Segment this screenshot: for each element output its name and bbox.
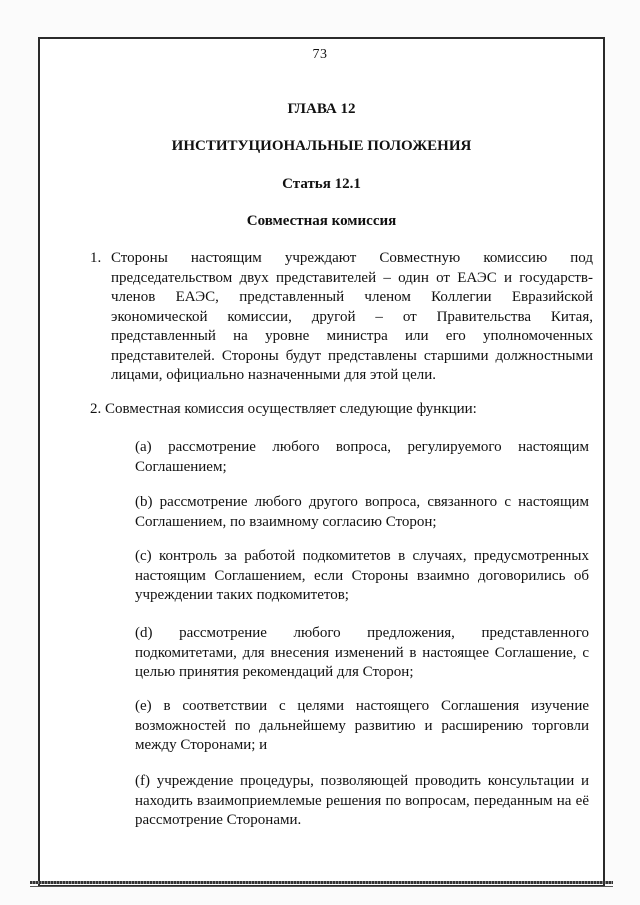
- list-item-label: (f): [135, 773, 150, 789]
- page-number: 73: [312, 47, 328, 62]
- list-item-label: (a): [135, 439, 152, 455]
- paragraph-number: 2.: [90, 401, 102, 417]
- list-item-label: (c): [135, 548, 152, 564]
- list-item-label: (b): [135, 494, 153, 510]
- list-item-label: (e): [135, 698, 152, 714]
- paragraph-text: Стороны настоящим учреждают Совместную комиссию под председательством двух представителей – один от ЕАЭС и государств-членов ЕАЭС, представленный членом Коллегии Евразийской экономической комиссии, другой – от Правительства Китая, представленный на уровне министра или его уполномоченных представителей. Стороны будут представлены старшими должностными лицами, официально назначенными для этой цели.: [111, 250, 593, 383]
- paragraph-text: Совместная комиссия осуществляет следующие функции:: [105, 401, 477, 417]
- list-item: [135, 438, 589, 477]
- list-item-text: учреждение процедуры, позволяющей проводить консультации и находить взаимоприемлемые решения по вопросам, переданным на её рассмотрение Сторонами.: [135, 773, 590, 828]
- list-item: [135, 493, 589, 532]
- paragraph-2: [90, 400, 593, 420]
- list-item-text: в соответствии с целями настоящего Соглашения изучение возможностей по дальнейшему развитию и расширению торговли между Сторонами; и: [135, 698, 590, 753]
- list-item: [135, 624, 589, 683]
- list-item-text: рассмотрение любого предложения, представленного подкомитетами, для внесения изменений в настоящее Соглашение, с целью принятия рекомендаций для Сторон;: [135, 625, 589, 680]
- chapter-heading: ГЛАВА 12: [287, 101, 356, 117]
- paragraph-1: [90, 249, 593, 386]
- list-item-text: контроль за работой подкомитетов в случаях, предусмотренных настоящим Соглашением, если Стороны взаимно договорились об учреждении таких подкомитетов;: [135, 548, 590, 603]
- list-item-text: рассмотрение любого другого вопроса, связанного с настоящим Соглашением, по взаимному согласию Сторон;: [135, 494, 590, 530]
- article-title: Совместная комиссия: [246, 213, 397, 229]
- article-heading: Статья 12.1: [282, 176, 361, 192]
- list-item: [135, 772, 589, 831]
- list-item: [135, 697, 589, 756]
- paragraph-number: 1.: [90, 250, 102, 266]
- list-item: [135, 547, 589, 606]
- list-item-text: рассмотрение любого вопроса, регулируемого настоящим Соглашением;: [135, 439, 589, 475]
- page-bottom-edge: [30, 881, 613, 884]
- page-bottom-edge-line: [30, 886, 613, 887]
- chapter-title: ИНСТИТУЦИОНАЛЬНЫЕ ПОЛОЖЕНИЯ: [171, 138, 472, 154]
- list-item-label: (d): [135, 625, 153, 641]
